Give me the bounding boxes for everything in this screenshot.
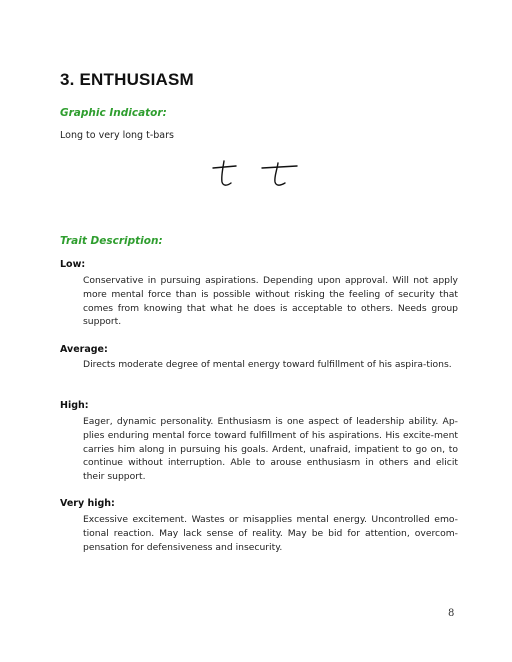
page-title: 3. ENTHUSIASM: [60, 70, 194, 89]
trait-text-high: Eager, dynamic personality. Enthusiasm is one aspect of leadership ability. Ap-plies enduring mental force toward fulfillment of his aspirations. His excite-ment carries him along in pursuing his goals. Ardent, unafraid, impatient to go on, to continue without interruption. Able to arouse enthusiasm in others and elicit their support.: [83, 416, 458, 483]
trait-label-high: High:: [60, 400, 89, 411]
t-sample-1: [213, 166, 236, 168]
trait-text-low: Conservative in pursuing aspirations. Depending upon approval. Will not apply more mental force than is possible without risking the feeling of security that comes from knowing that what he does is acceptable to others. Needs group support.: [83, 275, 458, 328]
t-sample-2: [262, 166, 297, 168]
trait-text-average: Directs moderate degree of mental energy toward fulfillment of his aspira-tions.: [83, 359, 452, 370]
page-number: 8: [448, 608, 455, 619]
trait-text-very-high: Excessive excitement. Wastes or misapplies mental energy. Uncontrolled emo-tional reaction. May lack sense of reality. May be bid for attention, overcom-pensation for defensiveness and insecurity.: [83, 514, 458, 553]
handwritten-t-bar-samples: [205, 160, 305, 196]
trait-description-heading: Trait Description:: [60, 235, 163, 247]
trait-label-average: Average:: [60, 344, 108, 355]
trait-label-very-high: Very high:: [60, 498, 115, 509]
graphic-indicator-heading: Graphic Indicator:: [60, 107, 167, 119]
trait-label-low: Low:: [60, 259, 86, 270]
graphic-indicator-text: Long to very long t-bars: [60, 130, 174, 141]
